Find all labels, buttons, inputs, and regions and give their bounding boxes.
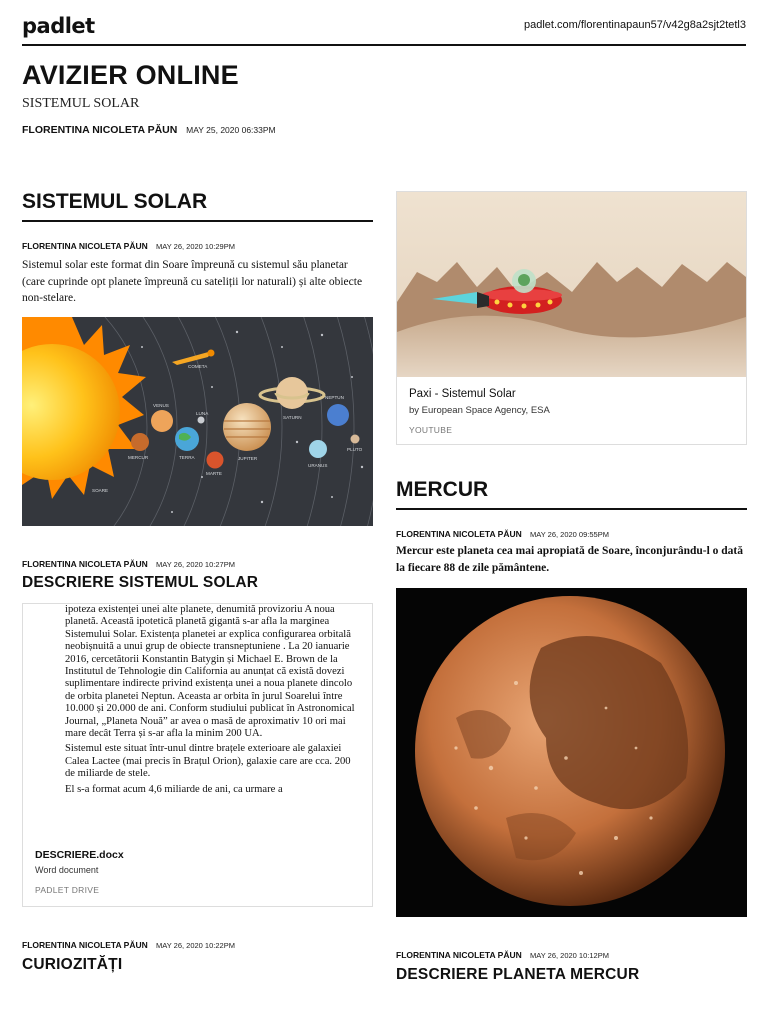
doc-paragraph: ipoteza existenței unei alte planete, denumită provizoriu A noua planetă. Această ipotetică planetă gigantă s-ar afla la marginea Sistemului Solar. Existența planetei ar explica configurarea orbitală neobișnuită a unui grup de obiecte transneptuniene . La 20 ianuarie 2016, cercetătorii Konstantin Batygin și Michael E. Brown de la Institutul de Tehnologie din California au anunțat că există dovezi suplimentare indirecte privind existența unei a noua planete dincolo de orbita planetei Neptun. Aceasta ar orbita în jurul Soarelui între 10.000 și 20.000 de ani. Conform studiului publicat în Astronomical Journal, „Planeta Nouă” ar avea o masă de aproximativ 10 ori mai mare decât Terra și s-ar afla la minim 200 UA. bbox=[65, 604, 355, 740]
post-date: MAY 26, 2020 09:55PM bbox=[530, 530, 609, 539]
post-author: FLORENTINA NICOLETA PĂUN bbox=[396, 950, 522, 960]
solar-system-illustration bbox=[22, 317, 373, 526]
attachment-caption bbox=[35, 849, 124, 895]
label-cometa: COMETA bbox=[188, 364, 208, 369]
post-meta bbox=[22, 559, 235, 569]
attachment-source: PADLET DRIVE bbox=[35, 885, 100, 895]
post-title-descriere-sistemul-solar: DESCRIERE SISTEMUL SOLAR bbox=[22, 574, 259, 591]
video-title[interactable]: Paxi - Sistemul Solar bbox=[409, 388, 516, 400]
post-title-curiozitati: CURIOZITĂȚI bbox=[22, 956, 123, 973]
attachment-file-name[interactable]: DESCRIERE.docx bbox=[35, 849, 124, 861]
label-marte: MARTE bbox=[206, 471, 222, 476]
label-saturn: SATURN bbox=[283, 415, 302, 420]
document-preview bbox=[35, 604, 355, 840]
video-caption bbox=[409, 388, 550, 435]
label-soare: SOARE bbox=[92, 488, 109, 493]
post-body: Sistemul solar este format din Soare împreună cu sistemul său planetar (care cuprinde opt planete împreună cu sateliții lor naturali) și alte obiecte non-stelare. bbox=[22, 259, 363, 304]
video-attachment-card[interactable] bbox=[396, 191, 747, 445]
label-jupiter: JUPITER bbox=[238, 456, 258, 461]
board-author: FLORENTINA NICOLETA PĂUN bbox=[22, 124, 178, 136]
post-author: FLORENTINA NICOLETA PĂUN bbox=[22, 559, 148, 569]
post-meta bbox=[22, 940, 235, 950]
section-title-mercur: MERCUR bbox=[396, 478, 747, 510]
board-date: MAY 25, 2020 06:33PM bbox=[186, 125, 276, 135]
post-meta bbox=[22, 241, 235, 251]
top-bar bbox=[22, 14, 746, 46]
mercury-planet-illustration bbox=[396, 588, 747, 917]
doc-paragraph: El s-a format acum 4,6 miliarde de ani, ca urmare a bbox=[65, 783, 283, 795]
post-body: Mercur este planeta cea mai apropiată de Soare, înconjurându-l o dată la fiecare 88 de zile pământene. bbox=[396, 545, 744, 574]
document-attachment-card[interactable] bbox=[22, 603, 373, 907]
solar-system-image[interactable] bbox=[22, 317, 373, 526]
page-url[interactable]: padlet.com/florentinapaun57/v42g8a2sjt2tetl3 bbox=[524, 19, 746, 31]
label-uranus: URANUS bbox=[308, 463, 328, 468]
video-author: by European Space Agency, ESA bbox=[409, 405, 550, 416]
post-author: FLORENTINA NICOLETA PĂUN bbox=[22, 241, 148, 251]
post-meta bbox=[396, 529, 609, 539]
section-title-sistemul-solar: SISTEMUL SOLAR bbox=[22, 190, 373, 222]
label-venus: VENUS bbox=[153, 403, 169, 408]
post-title-descriere-planeta-mercur: DESCRIERE PLANETA MERCUR bbox=[396, 966, 640, 983]
board-subtitle: SISTEMUL SOLAR bbox=[22, 96, 140, 111]
board-meta bbox=[22, 124, 276, 136]
board-title: AVIZIER ONLINE bbox=[22, 60, 239, 90]
video-source: YOUTUBE bbox=[409, 425, 453, 435]
attachment-file-type: Word document bbox=[35, 865, 99, 875]
label-pluto: PLUTO bbox=[347, 447, 363, 452]
post-date: MAY 26, 2020 10:29PM bbox=[156, 242, 235, 251]
doc-paragraph: Sistemul este situat într-unul dintre brațele exterioare ale galaxiei Calea Lactee (mai precis în Brațul Orion), galaxie care are cca. 200 de miliarde de stele. bbox=[65, 743, 351, 780]
post-author: FLORENTINA NICOLETA PĂUN bbox=[396, 529, 522, 539]
post-date: MAY 26, 2020 10:12PM bbox=[530, 951, 609, 960]
post-meta bbox=[396, 950, 609, 960]
padlet-logo[interactable]: padlet bbox=[22, 14, 95, 38]
label-terra: TERRA bbox=[179, 455, 195, 460]
post-author: FLORENTINA NICOLETA PĂUN bbox=[22, 940, 148, 950]
label-neptun: NEPTUN bbox=[325, 395, 344, 400]
label-mercur: MERCUR bbox=[128, 455, 149, 460]
post-date: MAY 26, 2020 10:27PM bbox=[156, 560, 235, 569]
post-date: MAY 26, 2020 10:22PM bbox=[156, 941, 235, 950]
mercury-image[interactable] bbox=[396, 588, 747, 917]
video-thumbnail bbox=[397, 192, 746, 377]
label-luna: LUNA bbox=[196, 411, 209, 416]
